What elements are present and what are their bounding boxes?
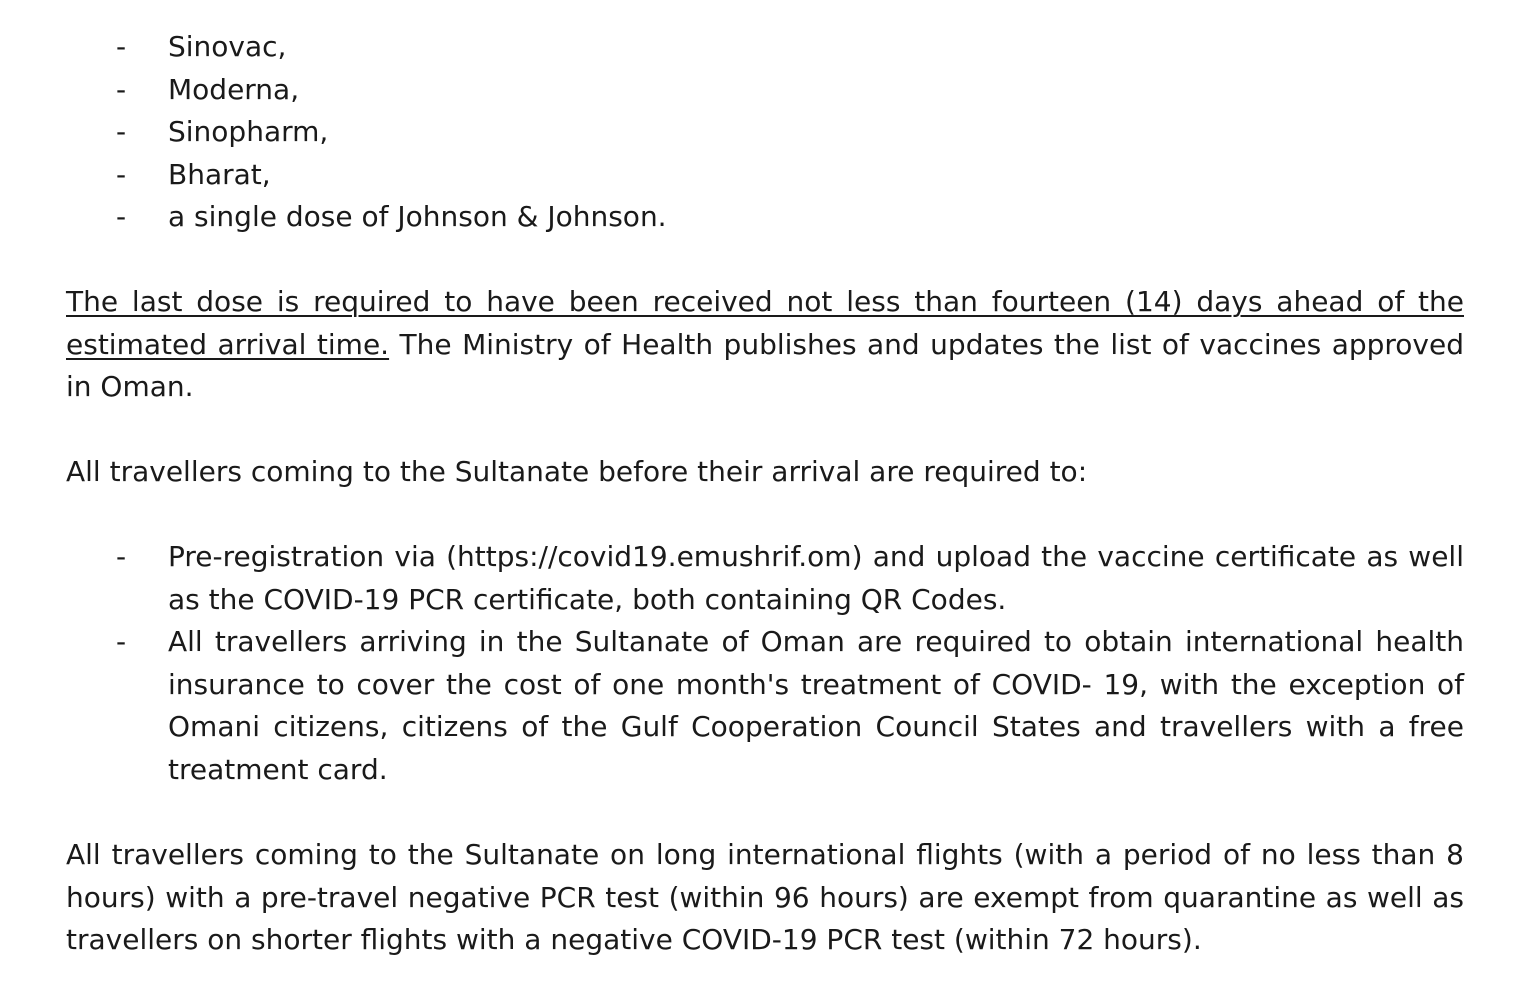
list-item (116, 536, 1464, 621)
flights-paragraph: All travellers coming to the Sultanate on long international flights (with a period of no less than 8 hours) with a pre-travel negative PCR test (within 96 hours) are exempt from quarantine as well as travellers on shorter flights with a negative COVID-19 PCR test (within 72 hours). (66, 838, 1464, 956)
last-dose-emphasis: The last dose is required to have been received not less than fourteen (14) days ahead of the estimated arrival time. (66, 285, 1464, 361)
list-item-text: Sinovac, (168, 30, 287, 63)
list-item (116, 69, 1464, 112)
last-dose-paragraph (66, 281, 1464, 409)
travellers-intro-paragraph: All travellers coming to the Sultanate before their arrival are required to: (66, 455, 1088, 488)
list-dash: - (116, 157, 127, 191)
list-dash: - (116, 625, 127, 658)
list-item-text: Moderna, (168, 72, 300, 106)
list-item-text: All travellers arriving in the Sultanate of Oman are required to obtain international health insurance to cover the cost of one month's treatment of COVID- 19, with the exception of Omani citizens, citizens of the Gulf Cooperation Council States and travellers with a free treatment card. (168, 625, 1464, 786)
list-item-text: a single dose of Johnson & Johnson. (168, 200, 667, 233)
list-item (116, 196, 1464, 239)
vaccine-list (116, 26, 1464, 239)
list-dash: - (116, 115, 127, 148)
list-dash: - (116, 540, 127, 573)
list-item (116, 111, 1464, 154)
list-dash: - (116, 72, 127, 106)
list-item (116, 154, 1464, 197)
list-item-text: Bharat, (168, 157, 271, 191)
list-dash: - (116, 30, 127, 63)
list-item-text: Sinopharm, (168, 115, 329, 148)
requirements-list (116, 536, 1464, 791)
last-dose-rest: The Ministry of Health publishes and updates the list of vaccines approved in Oman. (66, 327, 1465, 403)
list-dash: - (116, 200, 127, 233)
list-item (116, 621, 1464, 791)
list-item (116, 26, 1464, 69)
list-item-text: Pre-registration via (https://covid19.emushrif.om) and upload the vaccine certificate as well as the COVID-19 PCR certificate, both containing QR Codes. (168, 540, 1464, 616)
